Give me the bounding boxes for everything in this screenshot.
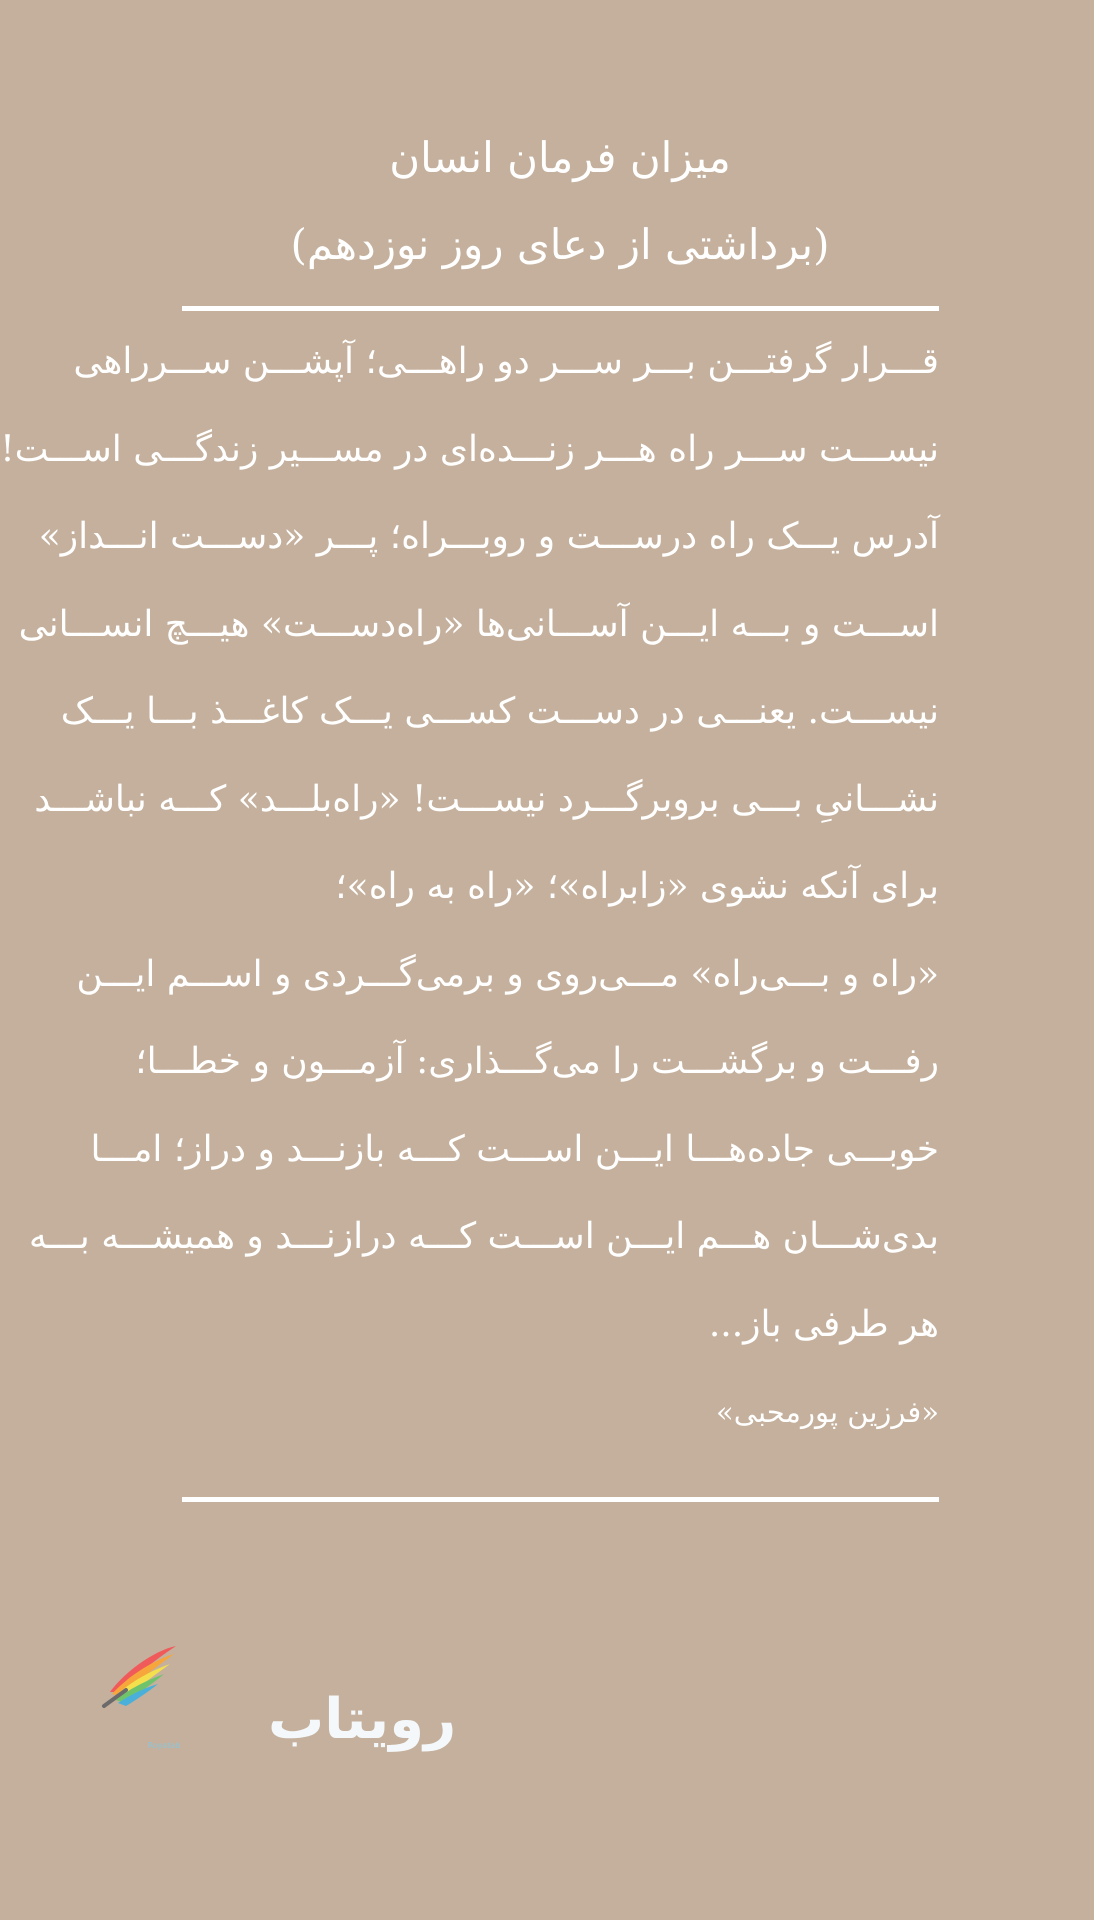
poem-line: آدرس یـــک راه درســـت و روبـــراه؛ پـــر «دســـت انـــداز»: [38, 516, 939, 557]
royatab-logo: [96, 1640, 457, 1755]
author-signature: «فرزین پورمحبی»: [716, 1395, 939, 1429]
bottom-divider: [182, 1497, 939, 1502]
poster-subtitle: (برداشتی از دعای روز نوزدهم): [290, 220, 830, 269]
poem-line: رفـــت و برگشـــت را می‌گـــذاری: آزمـــون و خطـــا؛: [135, 1041, 939, 1082]
poster-title: میزان فرمان انسان: [389, 133, 731, 182]
poem-line: اســـت و بـــه ایـــن آســـانی‌ها «راه‌دســـت» هیـــچ انســـانی: [18, 603, 939, 645]
poem-line: خوبـــی جاده‌هـــا ایـــن اســـت کـــه بازنـــد و دراز؛ امـــا: [90, 1128, 939, 1170]
poem-line: برای آنکه نشوی «زابراه»؛ «راه به راه»؛: [335, 866, 939, 907]
poem-line: بدی‌شـــان هـــم ایـــن اســـت کـــه درازنـــد و همیشـــه بـــه: [28, 1216, 939, 1257]
poem-line: «راه و بـــی‌راه» مـــی‌روی و برمی‌گـــردی و اســـم ایـــن: [76, 953, 939, 995]
feather-quill-icon: [104, 1646, 176, 1706]
poem-line: نیســـت. یعنـــی در دســـت کســـی یـــک کاغـــذ بـــا یـــک: [60, 691, 939, 732]
poem-line: نشـــانیِ بـــی بروبرگـــرد نیســـت! «راه‌بلـــد» کـــه نباشـــد: [34, 778, 939, 820]
poem-body: [0, 318, 939, 1368]
poem-line: قـــرار گرفتـــن بـــر ســـر دو راهـــی؛ آپشـــن ســـرراهی: [73, 341, 939, 382]
logo-tagline: Royatab: [147, 1741, 181, 1750]
poem-line: هر طرفی باز...: [708, 1303, 939, 1345]
poem-line: نیســـت ســـر راه هـــر زنـــده‌ای در مســـیر زندگـــی اســـت!: [0, 428, 939, 470]
logo-wordmark: رویتاب: [268, 1687, 457, 1752]
top-divider: [182, 306, 939, 311]
